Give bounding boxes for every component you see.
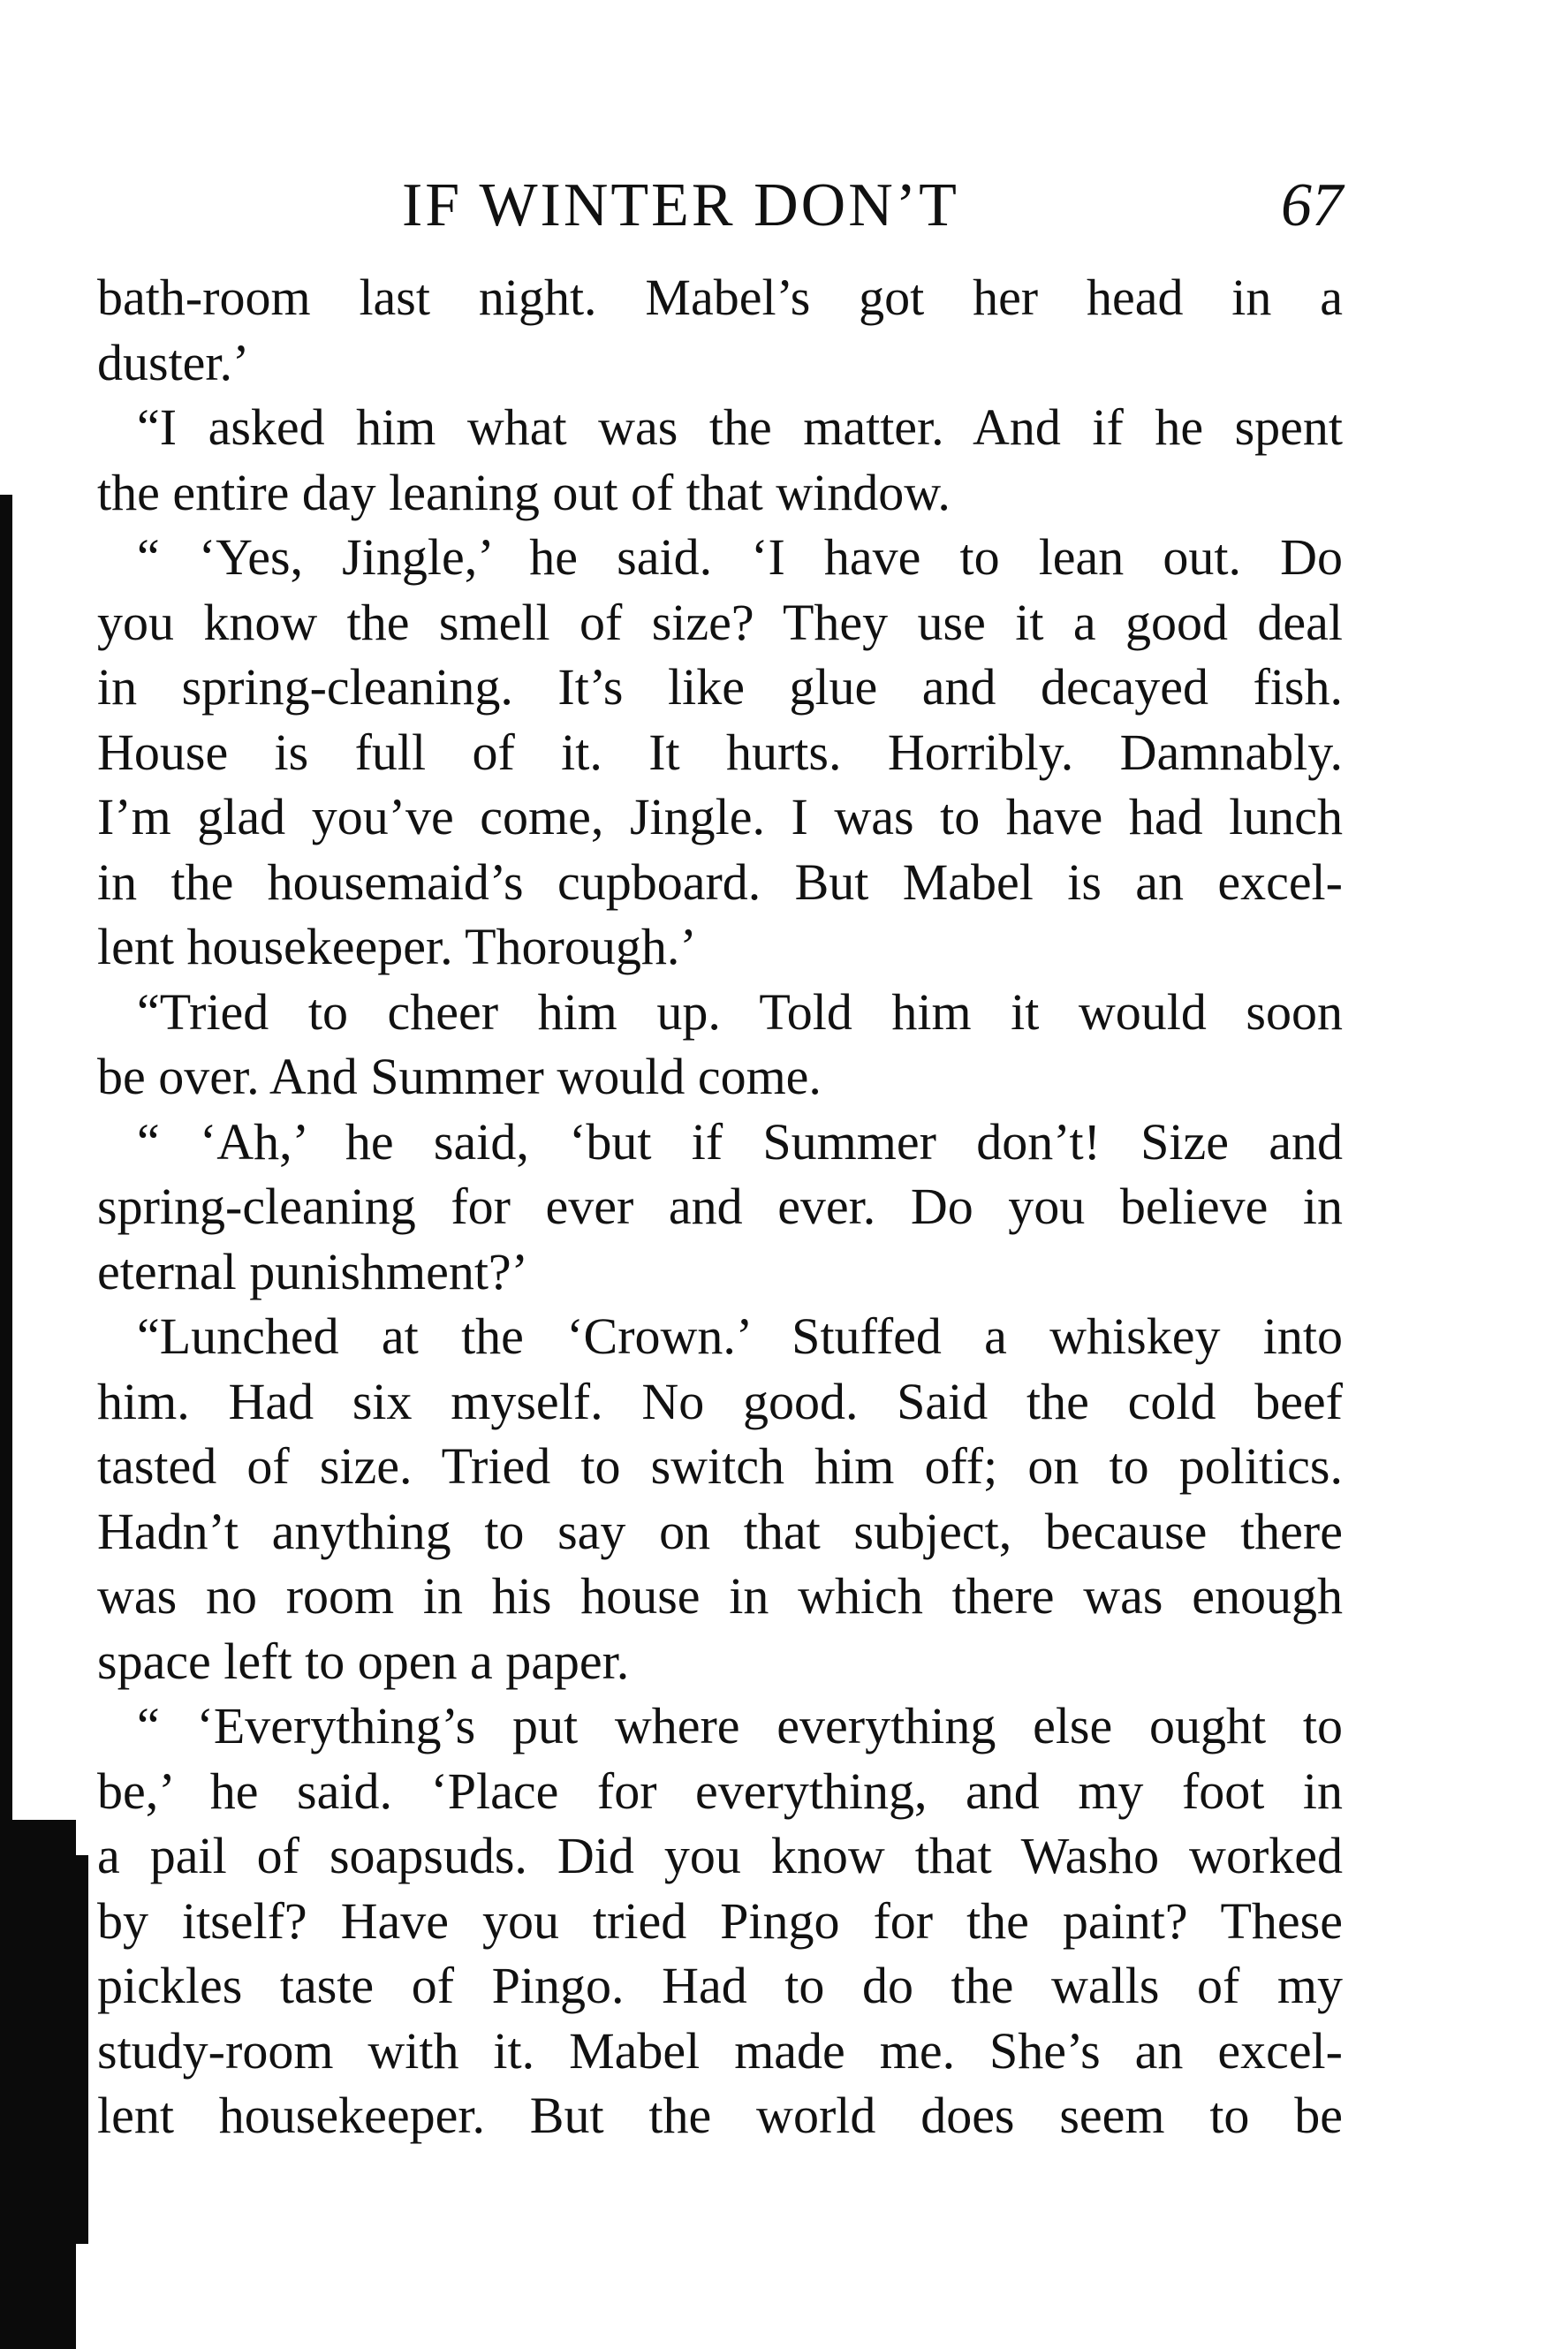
text-line: “ ‘Everything’s put where everything else ought to	[137, 1697, 1343, 1754]
body-text	[97, 265, 1343, 2148]
text-line: the entire day leaning out of that window.	[97, 463, 951, 521]
text-line: “Tried to cheer him up. Told him it would soon	[137, 982, 1343, 1041]
text-line: in spring-cleaning. It’s like glue and decayed fish.	[97, 658, 1343, 716]
text-line: be,’ he said. ‘Place for everything, and my foot in	[97, 1762, 1343, 1820]
text-line: by itself? Have you tried Pingo for the paint? These	[97, 1891, 1343, 1950]
text-line: duster.’	[97, 333, 250, 391]
text-line: I’m glad you’ve come, Jingle. I was to have had lunch	[97, 788, 1343, 845]
text-line: study-room with it. Mabel made me. She’s an excel-	[97, 2021, 1343, 2080]
text-line: space left to open a paper.	[97, 1632, 630, 1690]
text-line: spring-cleaning for ever and ever. Do you believe in	[97, 1178, 1343, 1235]
running-title: IF WINTER DON’T	[402, 171, 959, 239]
text-line: a pail of soapsuds. Did you know that Washo worked	[97, 1827, 1343, 1884]
running-head	[97, 157, 1343, 254]
text-line: Hadn’t anything to say on that subject, because there	[97, 1502, 1343, 1560]
text-line: “Lunched at the ‘Crown.’ Stuffed a whiskey into	[137, 1307, 1343, 1365]
text-line: House is full of it. It hurts. Horribly. Damnably.	[97, 723, 1343, 781]
text-line: “ ‘Ah,’ he said, ‘but if Summer don’t! Size and	[137, 1112, 1343, 1171]
text-line: lent housekeeper. But the world does seem to be	[97, 2087, 1343, 2144]
text-line: bath-room last night. Mabel’s got her head in a	[97, 269, 1343, 326]
binding-edge-shadow-lower	[0, 1820, 76, 2349]
text-line: tasted of size. Tried to switch him off; on to politics.	[97, 1437, 1343, 1495]
text-line: you know the smell of size? They use it a good deal	[97, 593, 1343, 651]
text-line: in the housemaid’s cupboard. But Mabel is an excel-	[97, 852, 1343, 911]
text-line: was no room in his house in which there was enough	[97, 1567, 1343, 1625]
text-line: “ ‘Yes, Jingle,’ he said. ‘I have to lean out. Do	[137, 528, 1343, 586]
text-line: lent housekeeper. Thorough.’	[97, 918, 697, 975]
text-line: him. Had six myself. No good. Said the cold beef	[97, 1372, 1343, 1430]
text-line: pickles taste of Pingo. Had to do the walls of my	[97, 1957, 1343, 2014]
text-line: be over. And Summer would come.	[97, 1048, 822, 1105]
text-line: eternal punishment?’	[97, 1242, 528, 1300]
text-line: “I asked him what was the matter. And if he spent	[137, 398, 1343, 456]
page-number: 67	[1281, 171, 1343, 239]
